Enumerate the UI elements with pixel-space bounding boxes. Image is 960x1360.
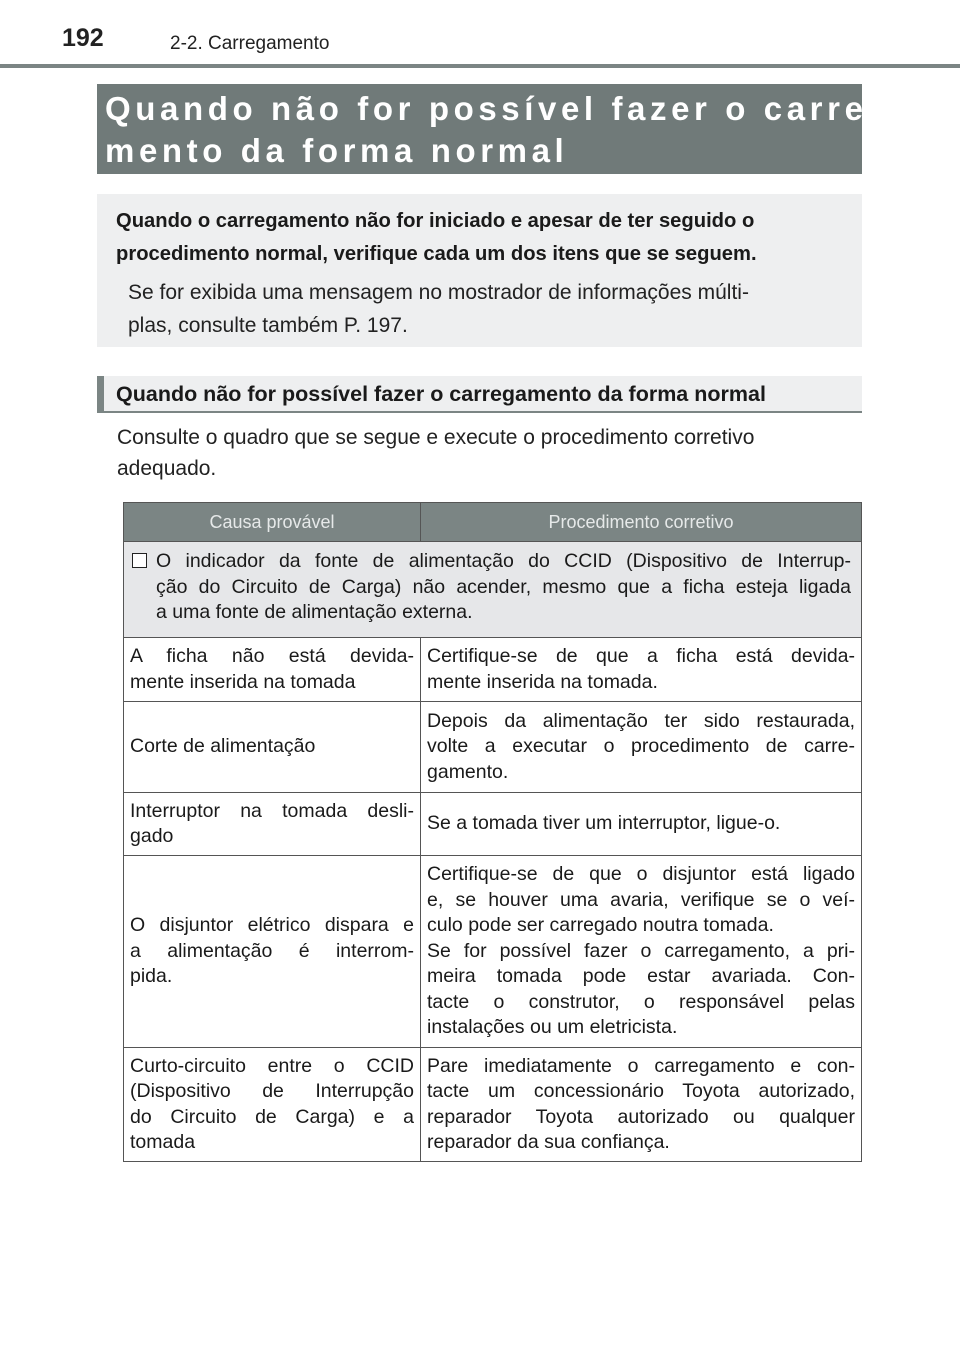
page-title-line-1: Quando não for possível fazer o carrega- xyxy=(105,90,931,127)
group-line: O indicador da fonte de alimentação do CCID (Dispositivo de Interrup- xyxy=(156,550,851,573)
body-text-line-2: adequado. xyxy=(117,457,217,480)
cause-line: A ficha não está devida- xyxy=(130,645,414,667)
sub-heading xyxy=(97,376,862,413)
table-row xyxy=(124,638,862,702)
group-line: a uma fonte de alimentação externa. xyxy=(156,601,473,624)
fix-line: reparador da sua confiança. xyxy=(427,1131,670,1153)
cause-line: Curto-circuito entre o CCID xyxy=(130,1054,414,1077)
table-row xyxy=(124,856,862,1048)
fix-line: Certifique-se de que a ficha está devida- xyxy=(427,645,855,667)
header-rule xyxy=(0,64,960,68)
table-row xyxy=(124,1048,862,1162)
troubleshooting-table xyxy=(123,502,862,1162)
cause-line: do Circuito de Carga) e a xyxy=(130,1105,414,1128)
cause-cell xyxy=(124,1048,421,1162)
cause-cell xyxy=(124,638,421,702)
intro-bold-line-2: procedimento normal, verifique cada um dos itens que se seguem. xyxy=(116,243,757,265)
fix-line: reparador Toyota autorizado ou qualquer xyxy=(427,1105,855,1128)
fix-line: Pare imediatamente o carregamento e con- xyxy=(427,1054,855,1077)
section-title: 2-2. Carregamento xyxy=(170,33,330,54)
cause-line: Corte de alimentação xyxy=(130,735,316,758)
intro-note-line-2: plas, consulte também P. 197. xyxy=(128,314,408,337)
fix-line: culo pode ser carregado noutra tomada. xyxy=(427,914,774,937)
page-number: 192 xyxy=(62,24,104,52)
cause-cell xyxy=(124,793,421,856)
fix-line: instalações ou um eletricista. xyxy=(427,1016,678,1039)
intro-bold-line-1: Quando o carregamento não for iniciado e apesar de ter seguido o xyxy=(116,210,755,232)
intro-box xyxy=(97,194,862,347)
cause-line: Interruptor na tomada desli- xyxy=(130,799,414,822)
cause-cell xyxy=(124,856,421,1048)
fix-line: Certifique-se de que o disjuntor está ligado xyxy=(427,863,855,886)
cause-line: (Dispositivo de Interrupção xyxy=(130,1080,414,1102)
fix-line: volte a executar o procedimento de carre- xyxy=(427,735,855,758)
table-row xyxy=(124,702,862,793)
fix-cell xyxy=(421,1048,862,1162)
header-fix: Procedimento corretivo xyxy=(421,503,862,542)
fix-line: mente inserida na tomada. xyxy=(427,670,658,693)
cause-line: gado xyxy=(130,825,174,847)
cause-line: O disjuntor elétrico dispara e xyxy=(130,914,414,937)
fix-line: Se for possível fazer o carregamento, a pri- xyxy=(427,939,855,962)
page-title-line-2: mento da forma normal xyxy=(105,132,569,169)
header-cause: Causa provável xyxy=(124,503,421,542)
intro-note-line-1: Se for exibida uma mensagem no mostrador de informações múlti- xyxy=(128,281,749,304)
cause-cell xyxy=(124,702,421,793)
fix-cell xyxy=(421,702,862,793)
fix-line: tacte um concessionário Toyota autorizado, xyxy=(427,1080,855,1102)
cause-line: mente inserida na tomada xyxy=(130,670,356,693)
cause-line: tomada xyxy=(130,1131,196,1153)
body-text-line-1: Consulte o quadro que se segue e execute o procedimento corretivo xyxy=(117,426,755,449)
cause-line: pida. xyxy=(130,965,173,988)
fix-line: Se a tomada tiver um interruptor, ligue-o. xyxy=(427,812,781,835)
group-cell xyxy=(124,542,862,638)
fix-cell xyxy=(421,856,862,1048)
cause-line: a alimentação é interrom- xyxy=(130,939,414,962)
table-row xyxy=(124,793,862,856)
fix-line: tacte o construtor, o responsável pelas xyxy=(427,990,855,1013)
group-line: ção do Circuito de Carga) não acender, mesmo que a ficha esteja ligada xyxy=(156,575,851,598)
fix-cell xyxy=(421,638,862,702)
fix-line: meira tomada pode estar avariada. Con- xyxy=(427,965,855,988)
page-title-box xyxy=(97,84,931,174)
table-group-row xyxy=(124,542,862,638)
table-header-row xyxy=(124,503,862,542)
fix-line: Depois da alimentação ter sido restaurada, xyxy=(427,709,855,732)
fix-line: gamento. xyxy=(427,760,509,783)
checkbox-icon xyxy=(132,553,147,568)
fix-cell xyxy=(421,793,862,856)
fix-line: e, se houver uma avaria, verifique se o veí- xyxy=(427,888,855,911)
sub-heading-text: Quando não for possível fazer o carregamento da forma normal xyxy=(116,382,766,406)
